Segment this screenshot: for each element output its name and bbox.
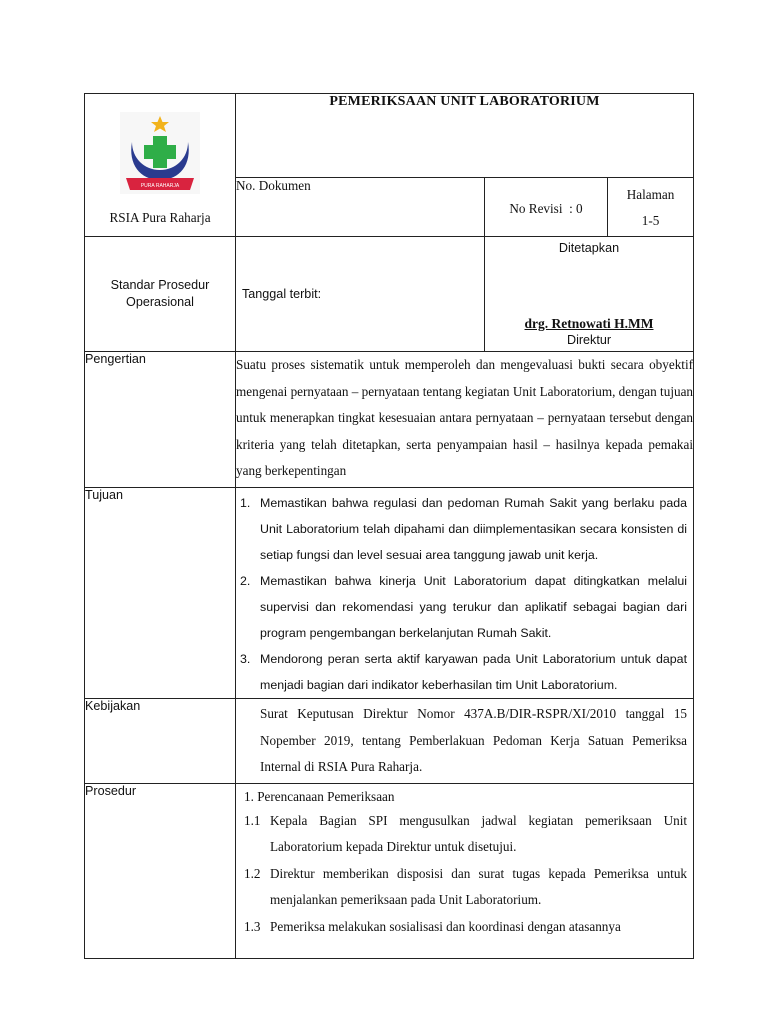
prosedur-heading: 1. Perencanaan Pemeriksaan <box>244 788 395 804</box>
revision-cell <box>485 178 608 237</box>
doc-number-cell <box>236 178 485 237</box>
tujuan-list-cell <box>236 488 694 699</box>
institution-name: RSIA Pura Raharja <box>109 210 211 225</box>
established-label: Ditetapkan <box>558 241 620 255</box>
page-value: 1-5 <box>641 213 660 229</box>
signer-title: Direktur <box>566 333 612 347</box>
kebijakan-text: Surat Keputusan Direktur Nomor 437A.B/DIR-RSPR/XI/2010 tanggal 15 Nopember 2019, tentang Pemberlakuan Pedoman Kerja Satuan Pemeriksa Internal di RSIA Pura Raharja. <box>236 699 694 784</box>
sop-label: Standar Prosedur Operasional <box>110 278 210 309</box>
list-item: 1. Memastikan bahwa regulasi dan pedoman Rumah Sakit yang berlaku pada Unit Laboratorium telah dipahami dan diimplementasikan secara konsisten di setiap fungsi dan level sesuai area tanggung jawab unit kerja. <box>240 496 688 562</box>
pengertian-label: Pengertian <box>85 352 236 488</box>
revision-label: No Revisi : 0 <box>509 201 583 217</box>
list-item: 3. Mendorong peran serta aktif karyawan pada Unit Laboratorium untuk dapat menjadi bagian dari indikator keberhasilan tim Unit Laboratorium. <box>240 652 688 692</box>
logo-cell <box>85 94 236 237</box>
kebijakan-label: Kebijakan <box>85 699 236 784</box>
tujuan-list <box>236 490 693 698</box>
tujuan-label: Tujuan <box>85 488 236 699</box>
page-cell <box>608 178 694 237</box>
svg-text:PURA RAHARJA: PURA RAHARJA <box>140 183 180 189</box>
doc-number-label: No. Dokumen <box>236 178 311 194</box>
issue-date-cell <box>236 237 485 352</box>
list-item: 1.3 Pemeriksa melakukan sosialisasi dan koordinasi dengan atasannya <box>244 918 621 934</box>
hospital-logo <box>120 112 200 194</box>
prosedur-cell <box>236 783 694 958</box>
list-item: 1.1 Kepala Bagian SPI mengusulkan jadwal kegiatan pemeriksaan Unit Laboratorium kepada Direktur untuk disetujui. <box>244 812 688 854</box>
established-cell <box>485 237 694 352</box>
sop-table <box>84 93 694 959</box>
list-item: 2. Memastikan bahwa kinerja Unit Laboratorium dapat ditingkatkan melalui supervisi dan rekomendasi yang terukur dan aplikatif sebagai bagian dari program pengembangan berkelanjutan Rumah Sakit. <box>240 574 688 640</box>
sop-label-cell <box>85 237 236 352</box>
signer-name: drg. Retnowati H.MM <box>524 316 654 331</box>
page-label: Halaman <box>626 187 675 203</box>
pengertian-text: Suatu proses sistematik untuk memperoleh dan mengevaluasi bukti secara obyektif mengenai pernyataan – pernyataan tentang kegiatan Unit Laboratorium, dengan tujuan untuk menerapkan tingkat kesesuaian antara pernyataan – pernyataan tersebut dengan kriteria yang telah ditetapkan, serta penyampaian hasil – hasilnya kepada pemakai yang berkepentingan <box>236 352 694 488</box>
issue-date-label: Tanggal terbit: <box>242 287 322 301</box>
document-title: PEMERIKSAAN UNIT LABORATORIUM <box>236 94 694 178</box>
prosedur-label: Prosedur <box>85 783 236 958</box>
list-item: 1.2 Direktur memberikan disposisi dan surat tugas kepada Pemeriksa untuk menjalankan pemeriksaan pada Unit Laboratorium. <box>244 865 688 907</box>
